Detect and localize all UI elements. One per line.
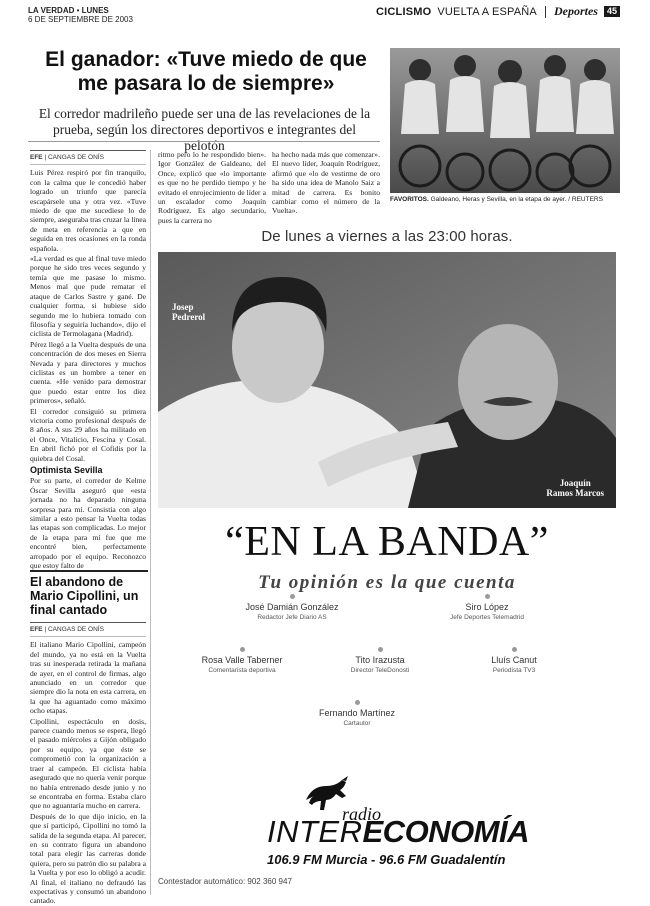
ad-phone xyxy=(158,877,292,886)
byline-place: CANGAS DE ONÍS xyxy=(47,626,104,633)
section-vuelta: VUELTA A ESPAÑA xyxy=(437,5,537,18)
phone-label: Contestador automático: xyxy=(158,877,246,886)
show-title: “EN LA BANDA” xyxy=(225,519,549,565)
caption-text: Galdeano, Heras y Sevilla, en la etapa de ayer. xyxy=(430,196,567,203)
panelist-dot xyxy=(378,647,383,652)
paragraph: Pérez llegó a la Vuelta después de una concentración de dos meses en Sierra Nevada y para directores y muchos ciclistas es un hombre a tener en cuenta. «He venido para demostrar que puedo estar entre los diez primeros», señaló. xyxy=(30,339,147,406)
show-slogan: Tu opinión es la que cuenta xyxy=(258,572,516,593)
weekday: LUNES xyxy=(81,6,109,15)
panelist-dot xyxy=(290,594,295,599)
hosts-photo xyxy=(158,252,616,508)
story2-headline: El abandono de Mario Cipollini, un final cantado xyxy=(30,570,148,617)
panelist-role: Director TeleDonosti xyxy=(350,667,410,674)
section-divider xyxy=(545,6,546,18)
paragraph: El italiano Mario Cipollini, campeón del mundo, ya no está en la Vuelta tras su inesperada retirada la mañana de ayer, en el control de firmas, algo anunciado en un corredor que siempre dio la nota en esta carrera, en la que ha aguantado como máximo ocho etapas. xyxy=(30,640,146,716)
phone-number: 902 360 947 xyxy=(247,877,292,886)
masthead-left: LA VERDAD • LUNES 6 DE SEPTIEMBRE DE 2003 xyxy=(28,6,133,24)
panelist xyxy=(434,647,594,675)
host1-last: Pedrerol xyxy=(172,312,206,322)
panelist xyxy=(407,594,567,622)
story-byline: EFE | CANGAS DE ONÍS xyxy=(30,150,146,165)
story-subhead: El corredor madrileño puede ser una de las revelaciones de la prueba, según los directores deportivos e integrantes del pelotón xyxy=(38,106,371,153)
paragraph: El corredor consiguió su primera victoria como profesional después de 8 años. A sus 29 años ha militado en el Once, Vitalicio, Fescina y Cosal. En abril fichó por el Cofidis por la quiebra del Cosal. xyxy=(30,406,146,463)
logo-economia: ECONOMÍA xyxy=(362,814,529,849)
panelist-dot xyxy=(240,647,245,652)
story2-column xyxy=(30,622,146,906)
logo-frequencies: 106.9 FM Murcia - 96.6 FM Guadalentín xyxy=(267,852,506,867)
logo-radio: radio xyxy=(342,804,382,824)
cyclists-photo xyxy=(390,48,620,193)
section-cycling: CICLISMO xyxy=(375,5,432,18)
masthead-right xyxy=(376,4,620,19)
panelist xyxy=(212,594,372,622)
photo-caption xyxy=(390,196,622,203)
panelist-role: Comentarista deportiva xyxy=(208,667,276,674)
story-column-1 xyxy=(30,150,147,571)
panelist-name: Siro López xyxy=(465,602,509,612)
headline-rule xyxy=(28,141,380,142)
issue-date: 6 DE SEPTIEMBRE DE 2003 xyxy=(28,15,133,24)
panelist-name: Fernando Martínez xyxy=(318,708,396,718)
byline-place: CANGAS DE ONÍS xyxy=(47,154,104,161)
panelist-name: Tito Irazusta xyxy=(355,655,405,665)
story-column-2 xyxy=(158,150,266,225)
caption-credit: / REUTERS xyxy=(568,196,603,203)
story-subheading: Optimista Sevilla xyxy=(30,465,103,475)
panelist xyxy=(277,700,437,728)
panelist-dot xyxy=(512,647,517,652)
panelist-role: Periodista TV3 xyxy=(492,667,536,674)
host1-first: Josep xyxy=(172,302,194,312)
story-column-3 xyxy=(272,150,380,216)
paragraph: Por su parte, el corredor de Kelme Óscar Sevilla aseguró que «esta jornada no ha deparado ninguna sorpresa para mí. Consistía con algo similar a esto pensar la Vuelta todas las etapas son complicadas. Lo mejor de la etapa para mí fue que me encontré bien, perfectamente arropado por el equipo. Reconozco que estoy falto de xyxy=(30,476,146,571)
panelist-role: Redactor Jefe Diario AS xyxy=(257,614,327,621)
panelist-name: Rosa Valle Taberner xyxy=(201,655,283,665)
host1-name xyxy=(172,302,205,322)
byline-agency: EFE xyxy=(30,626,43,633)
byline-agency: EFE xyxy=(30,154,43,161)
panelist-dot xyxy=(355,700,360,705)
ad-schedule: De lunes a viernes a las 23:00 horas. xyxy=(261,228,513,245)
logo-wordmark xyxy=(267,814,529,850)
paragraph: ha hecho nada más que comenzar». El nuevo líder, Joaquín Rodríguez, afirmó que «lo de vestirme de oro ha sido una idea de Manolo Saiz a mitad de carrera. Es bonito cambiar como el número de la Vuelta». xyxy=(272,150,380,216)
panelist-role: Cartautor xyxy=(343,720,371,727)
host2-last: Ramos Marcos xyxy=(546,488,604,498)
paragraph: Luis Pérez respiró por fin tranquilo, con la calma que le concedió haber logrado un triunfo que parecía escapársele una y otra vez. «Tuve miedo de que me sucediese lo de siempre, aseguraba tras cruzar la línea de meta en referencia a que en seguida en tres ocasiones en la ronda española. xyxy=(30,168,146,253)
paper-name: LA VERDAD xyxy=(28,6,75,15)
host2-name xyxy=(546,478,604,498)
caption-label: FAVORITOS. xyxy=(390,196,429,203)
paragraph: Después de lo que dijo inicio, en la que sí participó, Cipollini no tomó la salida de la segunda etapa. Al parecer, en su contrato figura un abandono total para elegir las carreras donde quiera, pero su patrón dio su palabra a la Vuelta y por eso lo obligó a acudir. Al final, el italiano no defraudó las expectativas y consumó un abandono cantado. xyxy=(30,811,146,906)
paragraph: «La verdad es que al final tuve miedo porque he sido tres veces segundo y temía que me pasase lo mismo. Menos mal que pude rematar el ataque de Carlos Sastre y gané. De cualquier forma, si hubiese sido segundo me lo hubiera tomado con filosofía y seguiría luchando», dijo el ciclista de Termolagana (Madrid). xyxy=(30,254,146,339)
panelist xyxy=(162,647,322,675)
story-headline: El ganador: «Tuve miedo de que me pasara lo de siempre» xyxy=(45,48,367,95)
column-divider xyxy=(150,150,151,895)
logo-inter: INTER xyxy=(267,814,363,849)
panelist-role: Jefe Deportes Telemadrid xyxy=(450,614,524,621)
paragraph: Cipollini, espectáculo en dosis, parece cuando menos se espera, llegó el pasado miércoles a Gijón obligado por su equipo, ya que éste se comprometió con la organización a traer al campeón. El ciclista había asegurado que no quería venir porque no había entrenado desde junio y no se encontraba en forma. Estaba claro que no aguantaría mucho en carrera. xyxy=(30,716,146,811)
panelist-name: José Damián González xyxy=(245,602,339,612)
section-deportes: Deportes xyxy=(553,4,598,18)
paragraph: ritmo pero lo he respondido bien». Igor González de Galdeano, del Once, explicó que «lo importante es que no he perdido tiempo y he evitado el enrojecimiento de líder a un escalador como Joaquín Rodríguez. Es algo secundario, pues la carrera no xyxy=(158,150,266,225)
panelist-dot xyxy=(485,594,490,599)
host2-first: Joaquín xyxy=(559,478,591,488)
intereconomia-logo xyxy=(262,774,529,884)
panelist-name: Lluís Canut xyxy=(491,655,537,665)
radio-ad xyxy=(152,214,622,899)
page-number: 45 xyxy=(604,6,620,17)
story2-byline: EFE | CANGAS DE ONÍS xyxy=(30,622,146,637)
